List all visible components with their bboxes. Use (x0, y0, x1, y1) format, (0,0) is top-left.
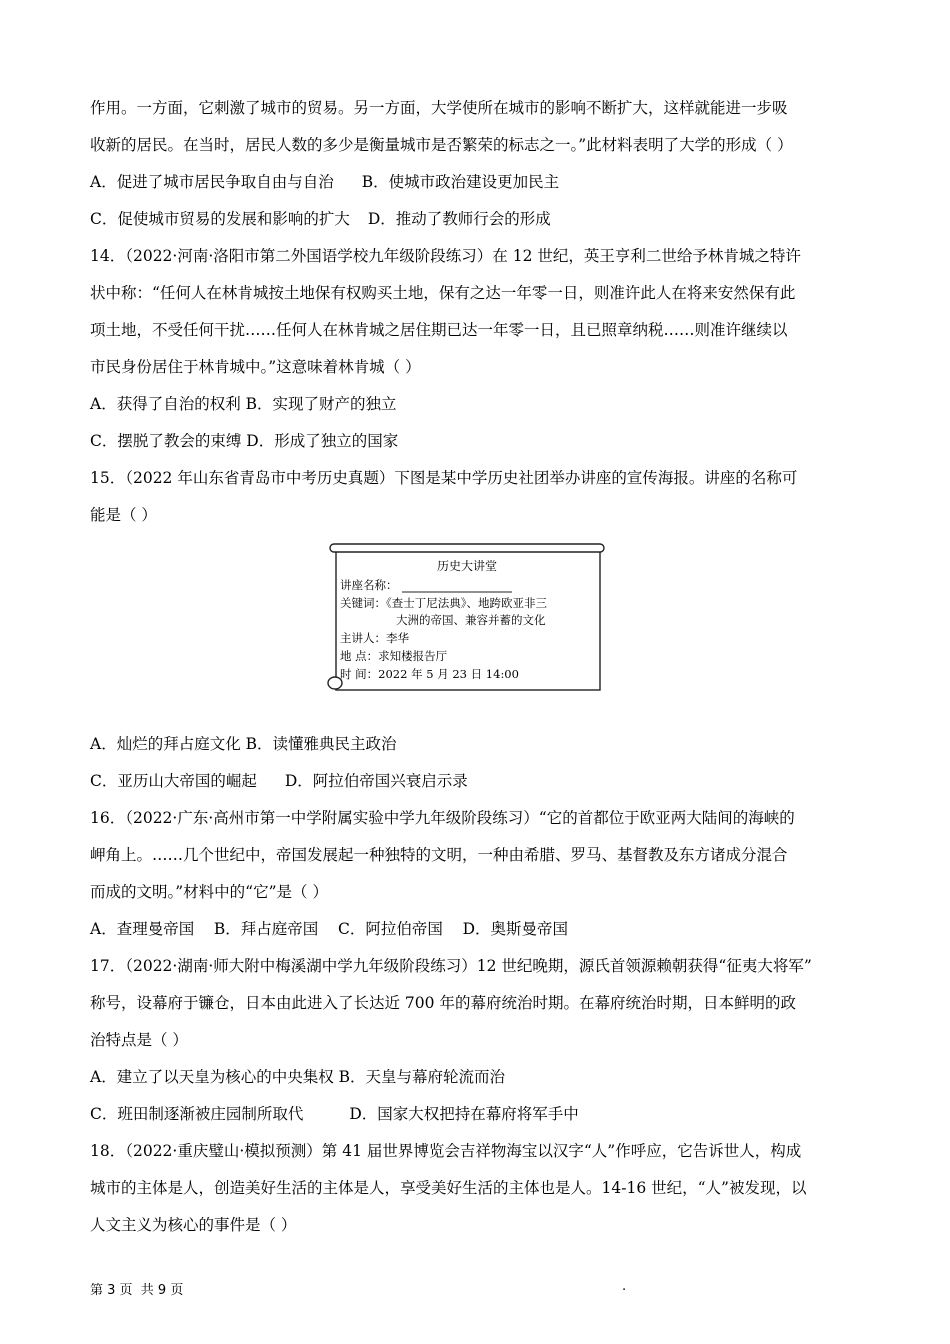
q13-options-ab (90, 164, 860, 201)
question-page (90, 90, 860, 1244)
q14-text: 状中称：“任何人在林肯城按土地保有权购买土地，保有之达一年零一日，则准许此人在将来安然保有此 (90, 284, 796, 302)
q18-text: 城市的主体是人，创造美好生活的主体是人，享受美好生活的主体也是人。14-16 世纪，“人”被发现，以 (90, 1179, 807, 1197)
q16-options: A．查理曼帝国 B．拜占庭帝国 C．阿拉伯帝国 D．奥斯曼帝国 (90, 920, 568, 938)
q17-text: 治特点是（ ） (90, 1031, 188, 1049)
q14-text: 市民身份居住于林肯城中。”这意味着林肯城（ ） (90, 358, 421, 376)
option-b: B．使城市政治建设更加民主 (361, 173, 560, 191)
poster-row: 大洲的帝国、兼容并蓄的文化 (396, 613, 546, 627)
poster-row: 时 间：2022 年 5 月 23 日 14:00 (340, 667, 519, 681)
option-c: C．班田制逐渐被庄园制所取代 (90, 1105, 304, 1123)
option-a: A．促进了城市居民争取自由与自治 (90, 173, 334, 191)
q17-options-cd (90, 1096, 860, 1133)
q14-options-cd: C．摆脱了教会的束缚 D．形成了独立的国家 (90, 432, 399, 450)
lecture-poster-figure (90, 534, 860, 726)
option-c: C．亚历山大帝国的崛起 (90, 772, 257, 790)
page-number: 第 3 页 共 9 页 (90, 1283, 184, 1298)
q14-text: 项土地，不受任何干扰……任何人在林肯城之居住期已达一年零一日，且已照章纳税……则准许继续以 (90, 321, 788, 339)
option-d: D．阿拉伯帝国兴衰启示录 (284, 772, 468, 790)
q15-text: 能是（ ） (90, 506, 157, 524)
poster-row: 主讲人：李华 (340, 631, 409, 645)
q15-options-ab: A．灿烂的拜占庭文化 B．读懂雅典民主政治 (90, 735, 397, 753)
q15-text: 15．（2022 年山东省青岛市中考历史真题）下图是某中学历史社团举办讲座的宣传海报。讲座的名称可 (90, 469, 798, 487)
q17-text: 称号，设幕府于镰仓，日本由此进入了长达近 700 年的幕府统治时期。在幕府统治时期，日本鲜明的政 (90, 994, 796, 1012)
text-line: 收新的居民。在当时，居民人数的多少是衡量城市是否繁荣的标志之一。”此材料表明了大学的形成（ ） (90, 136, 793, 154)
q18-text: 人文主义为核心的事件是（ ） (90, 1216, 297, 1234)
q15-options-cd (90, 763, 860, 800)
option-d: D．国家大权把持在幕府将军手中 (349, 1105, 579, 1123)
lecture-poster (326, 542, 608, 694)
q17-options-ab: A．建立了以天皇为核心的中央集权 B．天皇与幕府轮流而治 (90, 1068, 506, 1086)
option-d: D．推动了教师行会的形成 (367, 210, 551, 228)
poster-row: 地 点：求知楼报告厅 (340, 649, 448, 663)
q16-text: 而成的文明。”材料中的“它”是（ ） (90, 883, 328, 901)
poster-title: 历史大讲堂 (436, 559, 498, 573)
q13-options-cd (90, 201, 860, 238)
q16-text: 岬角上。……几个世纪中，帝国发展起一种独特的文明，一种由希腊、罗马、基督教及东方诸成分混合 (90, 846, 788, 864)
poster-row: 关键词：《查士丁尼法典》、地跨欧亚非三 (340, 596, 547, 610)
option-c: C．促使城市贸易的发展和影响的扩大 (90, 210, 350, 228)
text-line: 作用。一方面，它刺激了城市的贸易。另一方面，大学使所在城市的影响不断扩大，这样就能进一步吸 (90, 99, 788, 117)
poster-row: 讲座名称： (340, 578, 398, 592)
q14-text: 14．（2022·河南·洛阳市第二外国语学校九年级阶段练习）在 12 世纪，英王亨利二世给予林肯城之特许 (90, 247, 801, 265)
footer-dot: . (622, 1279, 627, 1294)
q18-text: 18．（2022·重庆璧山·模拟预测）第 41 届世界博览会吉祥物海宝以汉字“人”作呼应，它告诉世人，构成 (90, 1142, 802, 1160)
q16-text: 16．（2022·广东·高州市第一中学附属实验中学九年级阶段练习）“它的首都位于欧亚两大陆间的海峡的 (90, 809, 795, 827)
q14-options-ab: A．获得了自治的权利 B．实现了财产的独立 (90, 395, 397, 413)
q17-text: 17．（2022·湖南·师大附中梅溪湖中学九年级阶段练习）12 世纪晚期，源氏首领源赖朝获得“征夷大将军” (90, 957, 812, 975)
